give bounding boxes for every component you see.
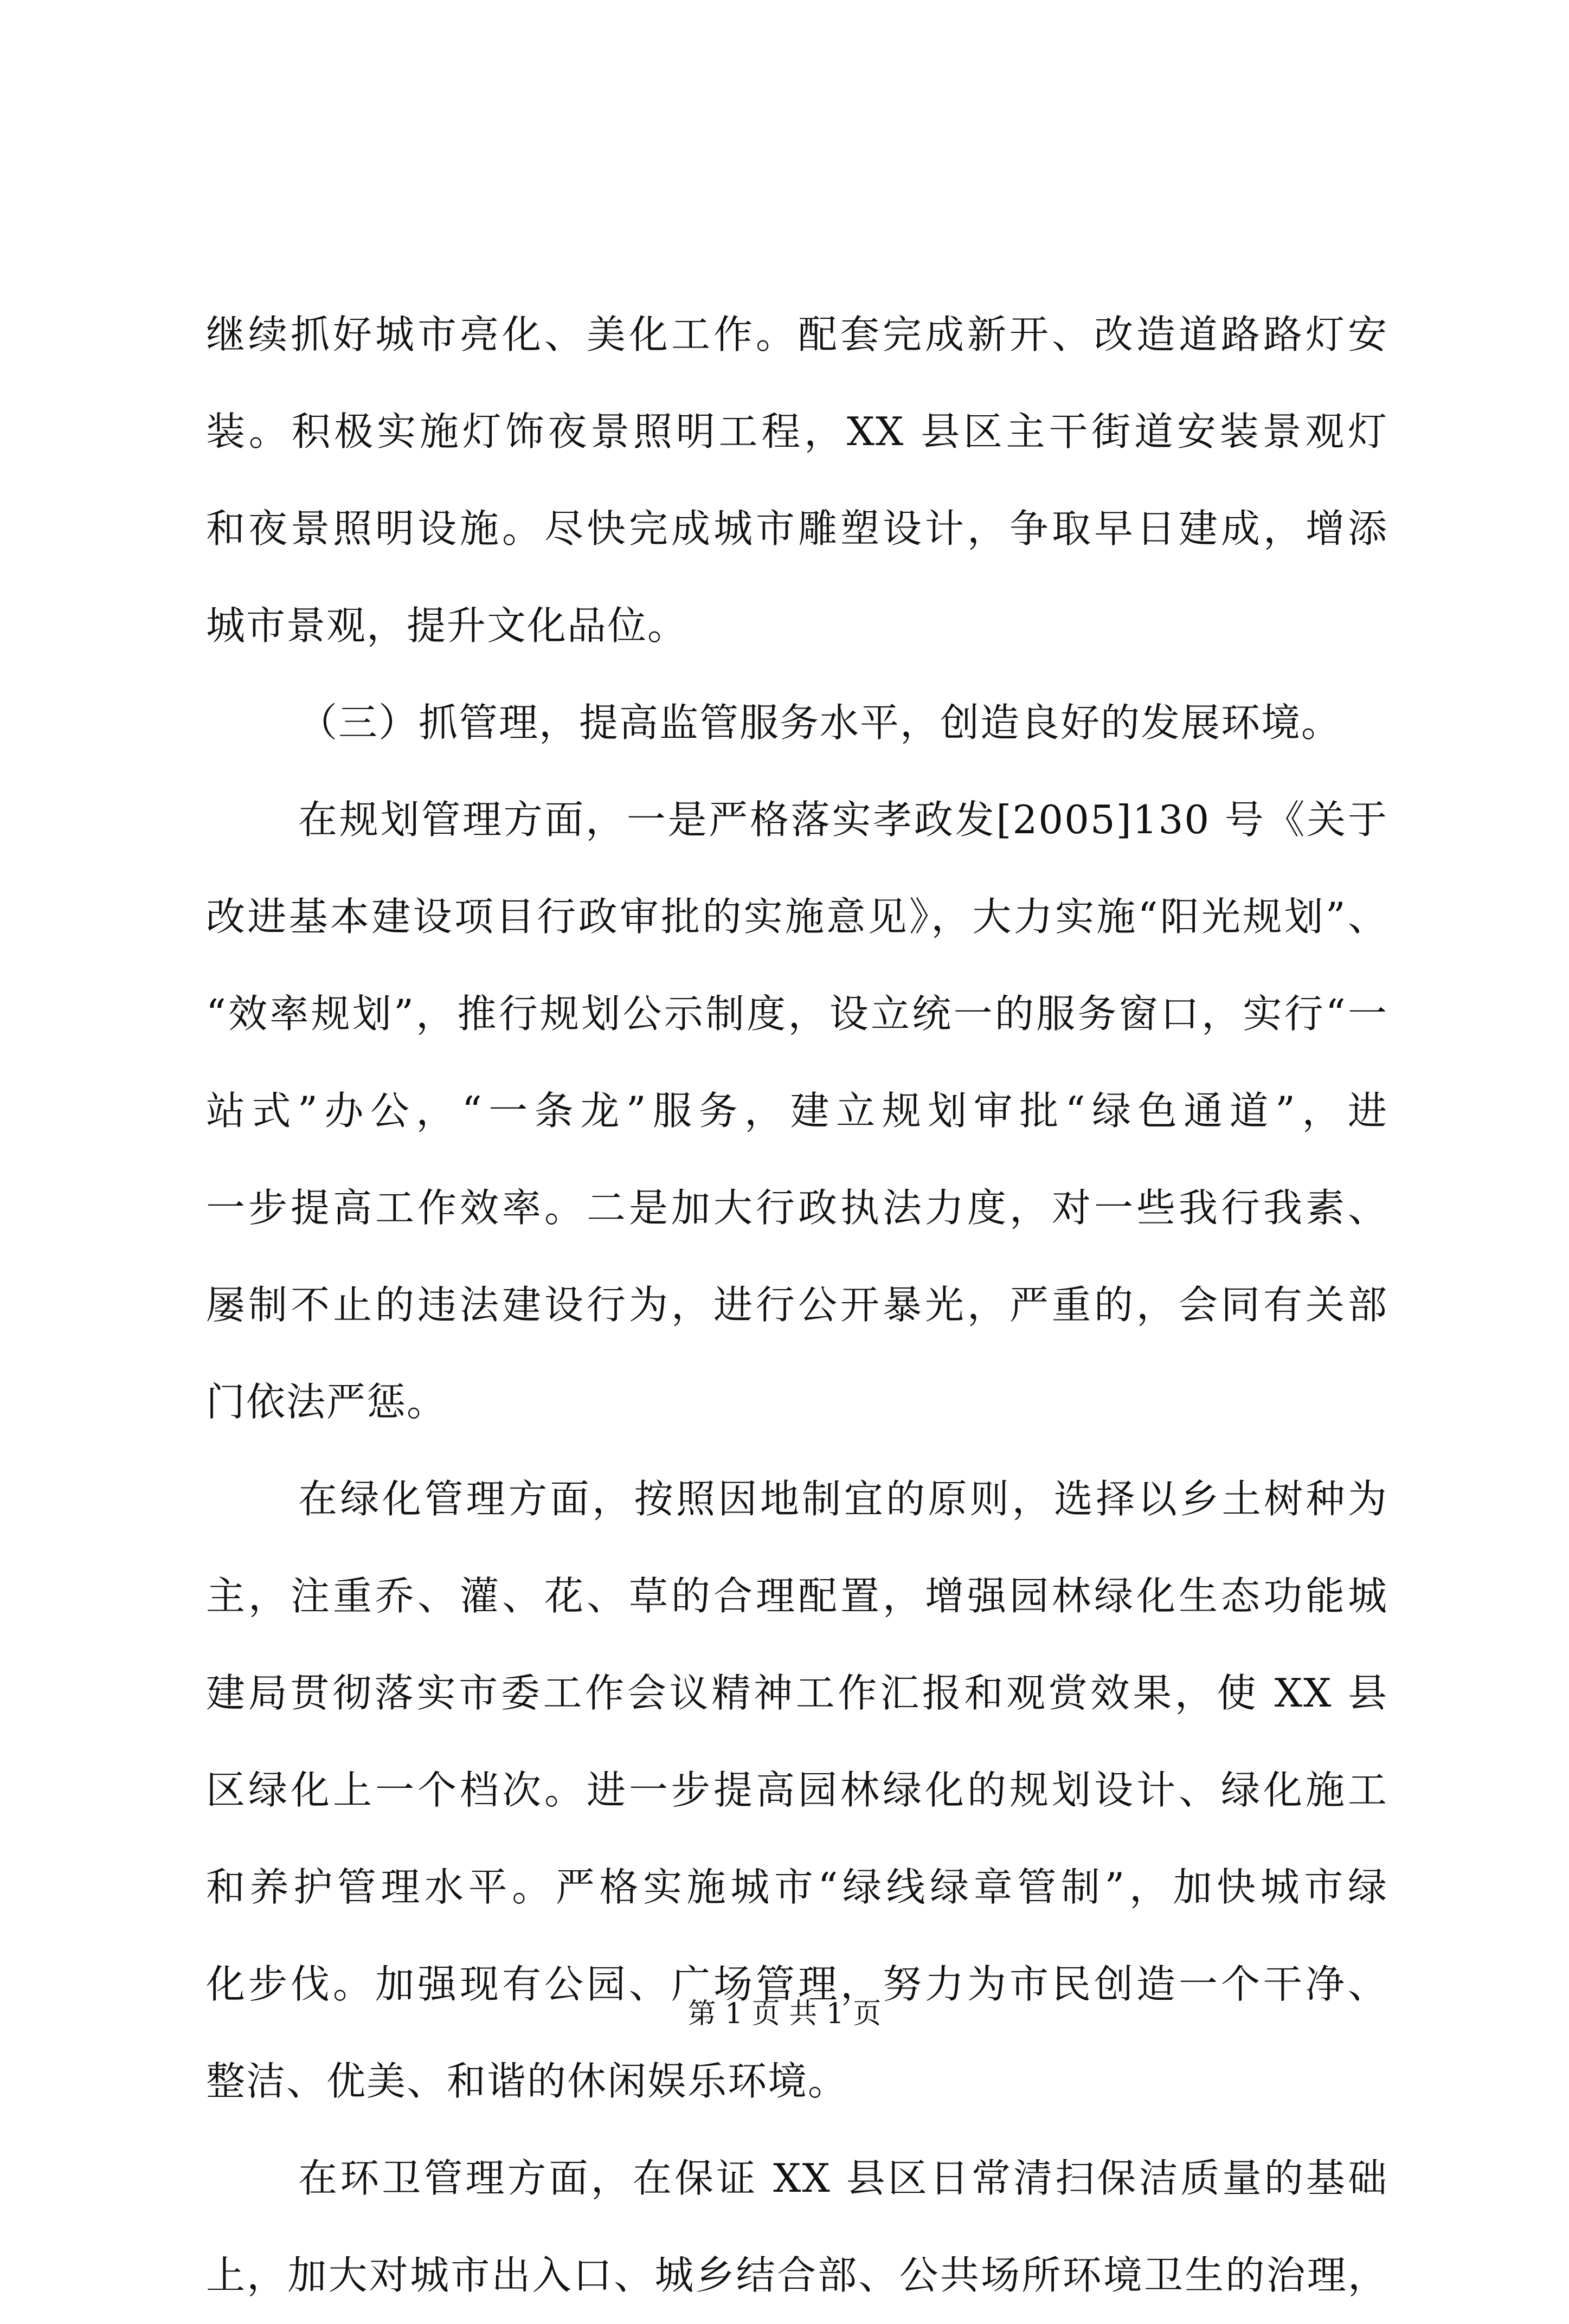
text-line: 装。积极实施灯饰夜景照明工程，XX 县区主干街道安装景观灯 bbox=[206, 409, 1388, 454]
section-heading: （三）抓管理，提高监管服务水平，创造良好的发展环境。 bbox=[298, 700, 1342, 745]
text-line: 和夜景照明设施。尽快完成城市雕塑设计，争取早日建成，增添 bbox=[206, 506, 1388, 551]
text-line: 化步伐。加强现有公园、广场管理，努力为市民创造一个干净、 bbox=[206, 1961, 1388, 2007]
text-line: 上，加大对城市出入口、城乡结合部、公共场所环境卫生的治理， bbox=[206, 2252, 1388, 2298]
page-number-label: 第 1 页 共 1 页 bbox=[687, 1998, 882, 2030]
text-line: 在环卫管理方面，在保证 XX 县区日常清扫保洁质量的基础 bbox=[298, 2155, 1388, 2201]
text-line: 和养护管理水平。严格实施城市“绿线绿章管制”，加快城市绿 bbox=[206, 1864, 1388, 1910]
page-footer bbox=[0, 1995, 1569, 2033]
text-line: “效率规划”，推行规划公示制度，设立统一的服务窗口，实行“一 bbox=[206, 991, 1388, 1037]
text-line: 在规划管理方面，一是严格落实孝政发[2005]130 号《关于 bbox=[298, 797, 1388, 842]
text-line: 主，注重乔、灌、花、草的合理配置，增强园林绿化生态功能城 bbox=[206, 1573, 1388, 1619]
text-line: 站式”办公，“一条龙”服务，建立规划审批“绿色通道”，进 bbox=[206, 1088, 1388, 1134]
text-line: 城市景观，提升文化品位。 bbox=[206, 603, 688, 648]
text-line: 屡制不止的违法建设行为，进行公开暴光，严重的，会同有关部 bbox=[206, 1282, 1388, 1328]
text-line: 继续抓好城市亮化、美化工作。配套完成新开、改造道路路灯安 bbox=[206, 312, 1388, 357]
text-line: 建局贯彻落实市委工作会议精神工作汇报和观赏效果，使 XX 县 bbox=[206, 1670, 1388, 1716]
text-line: 改进基本建设项目行政审批的实施意见》，大力实施“阳光规划”、 bbox=[206, 894, 1388, 939]
text-line: 一步提高工作效率。二是加大行政执法力度，对一些我行我素、 bbox=[206, 1185, 1388, 1231]
text-line: 区绿化上一个档次。进一步提高园林绿化的规划设计、绿化施工 bbox=[206, 1767, 1388, 1813]
text-line: 门依法严惩。 bbox=[206, 1379, 447, 1425]
text-line: 在绿化管理方面，按照因地制宜的原则，选择以乡土树种为 bbox=[298, 1476, 1388, 1522]
text-line: 整洁、优美、和谐的休闲娱乐环境。 bbox=[206, 2058, 848, 2104]
